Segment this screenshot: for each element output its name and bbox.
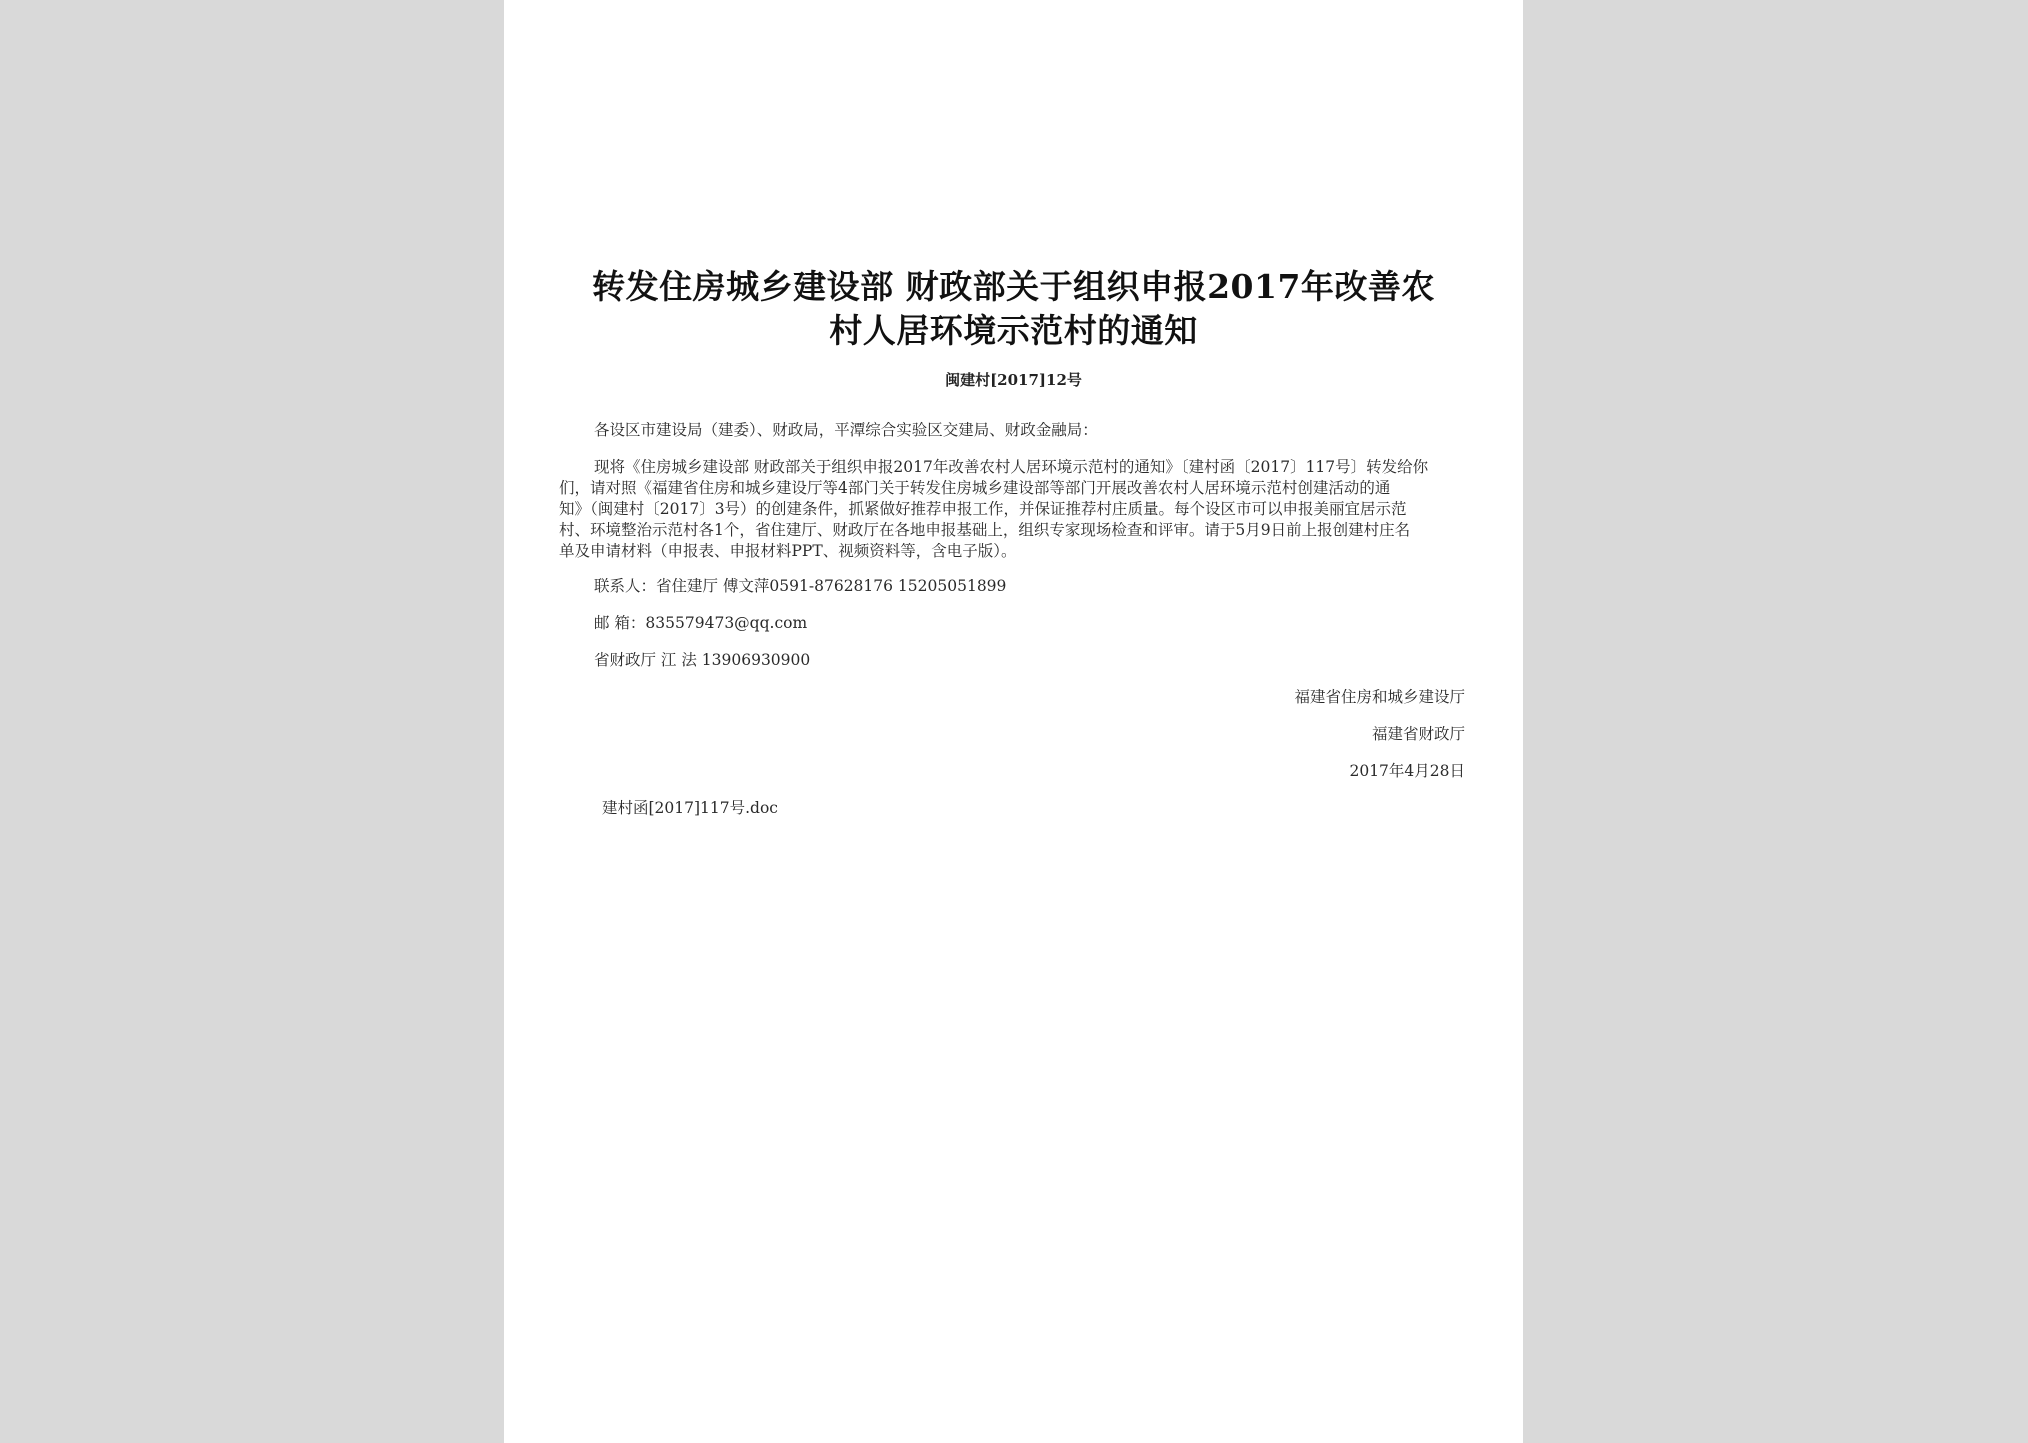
body-line-5: 单及申请材料（申报表、申报材料PPT、视频资料等，含电子版）。 xyxy=(559,542,1017,560)
attachment-filename: 建村函[2017]117号.doc xyxy=(602,799,778,817)
body-line-3: 知》（闽建村〔2017〕3号）的创建条件，抓紧做好推荐申报工作，并保证推荐村庄质量。每个设区市可以申报美丽宜居示范 xyxy=(559,500,1407,518)
document-number: 闽建村[2017]12号 xyxy=(945,371,1082,389)
body-line-2: 们，请对照《福建省住房和城乡建设厅等4部门关于转发住房城乡建设部等部门开展改善农村人居环境示范村创建活动的通 xyxy=(559,479,1391,497)
contact-email-line: 邮 箱：835579473@qq.com xyxy=(594,614,808,632)
contact-line-3: 省财政厅 江 法 13906930900 xyxy=(594,651,811,669)
body-line-1: 现将《住房城乡建设部 财政部关于组织申报2017年改善农村人居环境示范村的通知》〔建村函〔2017〕117号〕转发给你 xyxy=(594,458,1429,476)
contact-line-1: 联系人：省住建厅 傅文萍0591-87628176 15205051899 xyxy=(594,577,1007,595)
addressee-line: 各设区市建设局（建委）、财政局，平潭综合实验区交建局、财政金融局： xyxy=(594,421,1098,439)
signature-housing-department: 福建省住房和城乡建设厅 xyxy=(1294,688,1465,706)
document-title-line-2: 村人居环境示范村的通知 xyxy=(829,311,1198,350)
signature-finance-department: 福建省财政厅 xyxy=(1371,725,1465,743)
document-page xyxy=(504,0,1523,1443)
body-line-4: 村、环境整治示范村各1个，省住建厅、财政厅在各地申报基础上，组织专家现场检查和评审。请于5月9日前上报创建村庄名 xyxy=(559,521,1411,539)
document-date: 2017年4月28日 xyxy=(1349,762,1465,780)
document-title-line-1: 转发住房城乡建设部 财政部关于组织申报2017年改善农 xyxy=(592,267,1435,306)
